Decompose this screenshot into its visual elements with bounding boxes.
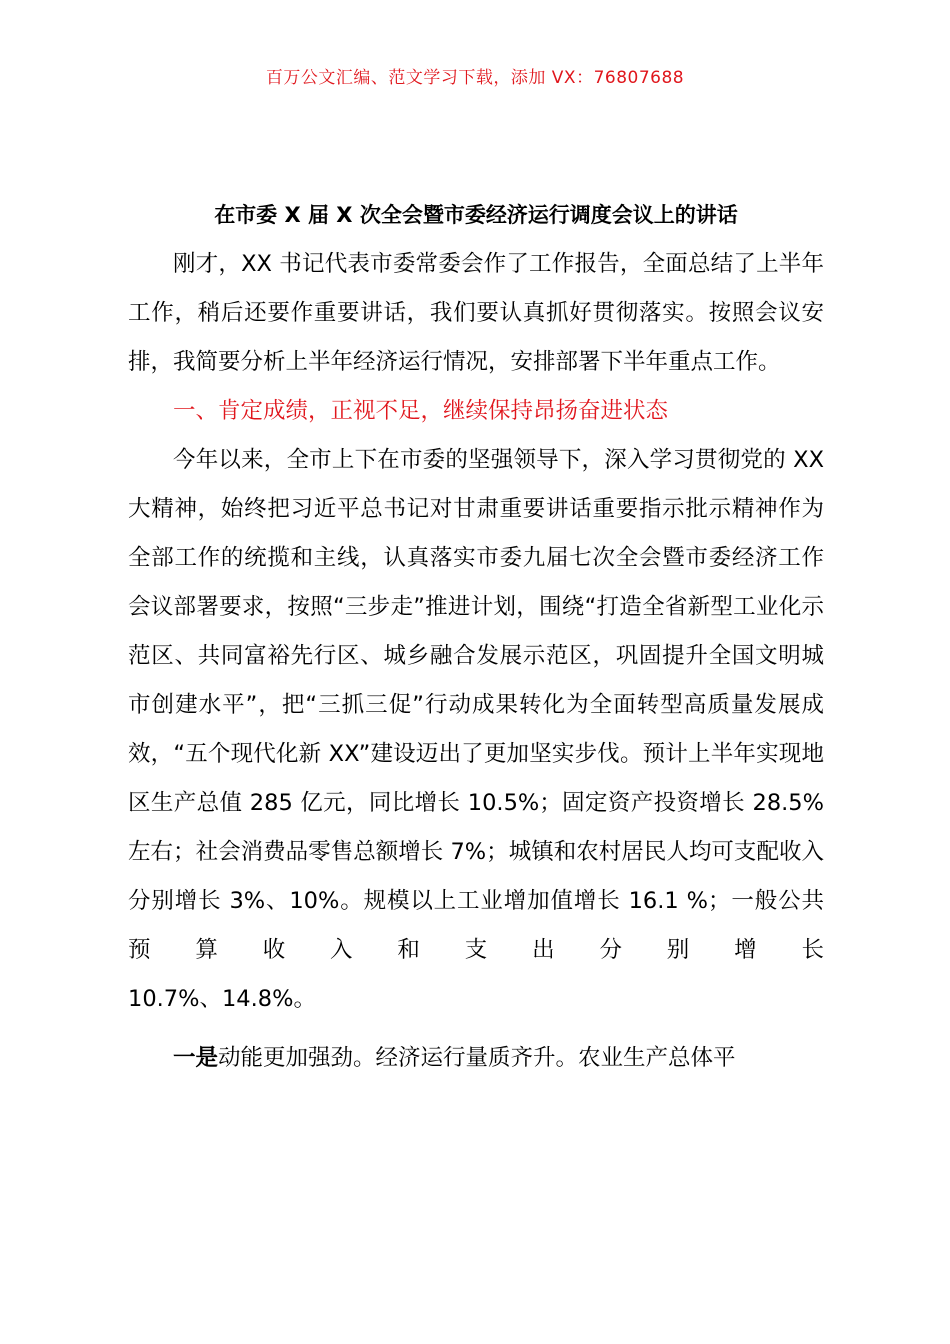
header-banner: 百万公文汇编、范文学习下载，添加 VX：76807688 (265, 68, 685, 88)
point-1-text: 动能更加强劲。经济运行量质齐升。农业生产总体平 (218, 1045, 736, 1071)
point-1-lead: 一是 (173, 1045, 219, 1071)
paragraph-achievements: 今年以来，全市上下在市委的坚强领导下，深入学习贯彻党的 XX 大精神，始终把习近平总书记对甘肃重要讲话重要指示批示精神作为全部工作的统揽和主线，认真落实市委九届七次全会暨市委经济工作会议部署要求，按照“三步走”推进计划，围绕“打造全省新型工业化示范区、共同富裕先行区、城乡融合发展示范区，巩固提升全国文明城市创建水平”，把“三抓三促”行动成果转化为全面转型高质量发展成效，“五个现代化新 XX”建设迈出了更加坚实步伐。预计上半年实现地区生产总值 285 亿元，同比增长 10.5%；固定资产投资增长 28.5%左右；社会消费品零售总额增长 7%；城镇和农村居民人均可支配收入分别增长 3%、10%。规模以上工业增加值增长 16.1 %；一般公共预算收入和支出分别增长 (128, 447, 824, 963)
intro-paragraph: 刚才，XX 书记代表市委常委会作了工作报告，全面总结了上半年工作，稍后还要作重要讲话，我们要认真抓好贯彻落实。按照会议安排，我简要分析上半年经济运行情况，安排部署下半年重点工作。 (128, 251, 824, 375)
point-1-paragraph (128, 1034, 824, 1083)
section-heading-1: 一、肯定成绩，正视不足，继续保持昂扬奋进状态 (173, 398, 669, 424)
document-title: 在市委 X 届 X 次全会暨市委经济运行调度会议上的讲话 (214, 203, 738, 227)
paragraph-achievements-tail: 10.7%、14.8%。 (128, 986, 316, 1012)
document-body (128, 240, 824, 1083)
